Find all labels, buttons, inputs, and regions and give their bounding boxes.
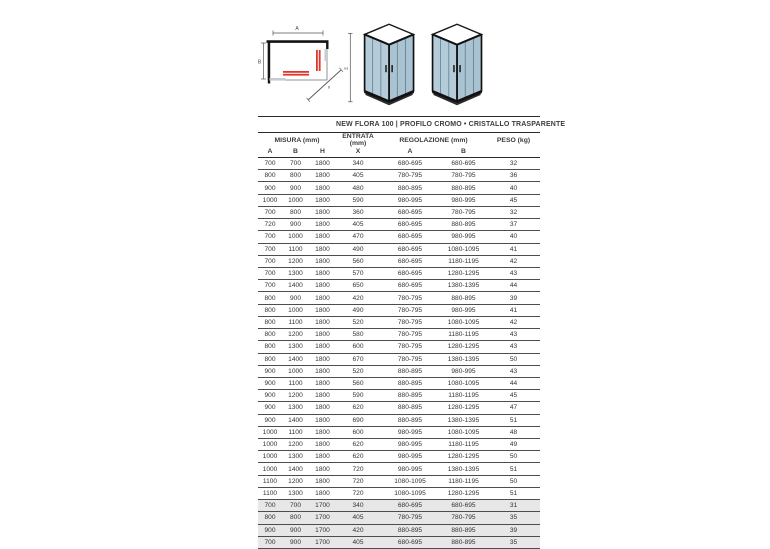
subheader-a: A bbox=[267, 148, 273, 155]
table-cell: 405 bbox=[352, 514, 364, 522]
table-cell: 1080-1095 bbox=[447, 380, 480, 388]
table-cell: 490 bbox=[352, 306, 364, 314]
table-cell: 650 bbox=[352, 282, 364, 290]
subheader-reg-b: B bbox=[461, 148, 466, 155]
table-cell: 1300 bbox=[288, 343, 303, 351]
table-cell: 700 bbox=[264, 538, 276, 546]
table-cell: 1800 bbox=[315, 294, 330, 302]
table-cell: 980-995 bbox=[451, 367, 476, 375]
table-cell: 1000 bbox=[262, 453, 278, 461]
table-cell: 1280-1295 bbox=[447, 270, 480, 278]
table-cell: 42 bbox=[509, 257, 518, 265]
table-cell: 900 bbox=[264, 392, 276, 400]
table-cell: 1800 bbox=[315, 221, 330, 229]
table-cell: 50 bbox=[509, 453, 518, 461]
table-cell: 600 bbox=[352, 428, 364, 436]
table-cell: 780-795 bbox=[397, 343, 423, 351]
table-cell: 800 bbox=[264, 318, 276, 326]
table-cell: 1200 bbox=[288, 392, 303, 400]
table-cell: 800 bbox=[264, 294, 276, 302]
table-cell: 980-995 bbox=[397, 196, 423, 204]
table-cell: 1800 bbox=[315, 208, 330, 216]
table-cell: 900 bbox=[289, 221, 301, 229]
table-cell: 1080-1095 bbox=[394, 490, 426, 498]
table-cell: 980-995 bbox=[451, 196, 476, 204]
table-row bbox=[258, 317, 540, 329]
table-row bbox=[258, 341, 540, 353]
table-cell: 32 bbox=[509, 160, 518, 168]
table-cell: 900 bbox=[289, 538, 301, 546]
table-cell: 780-795 bbox=[451, 514, 476, 522]
table-cell: 620 bbox=[352, 441, 364, 449]
table-cell: 800 bbox=[289, 514, 301, 522]
table-cell: 780-795 bbox=[451, 172, 476, 180]
table-row bbox=[258, 366, 540, 378]
table-cell: 1800 bbox=[315, 416, 330, 424]
table-cell: 47 bbox=[509, 404, 518, 412]
table-cell: 900 bbox=[289, 294, 301, 302]
table-cell: 620 bbox=[352, 453, 364, 461]
table-cell: 31 bbox=[509, 502, 518, 510]
table-cell: 620 bbox=[352, 404, 364, 412]
table-cell: 780-795 bbox=[397, 294, 423, 302]
table-cell: 51 bbox=[509, 490, 518, 498]
table-cell: 680-695 bbox=[451, 502, 476, 510]
table-cell: 1800 bbox=[315, 404, 330, 412]
table-cell: 880-895 bbox=[397, 184, 423, 192]
table-cell: 680-695 bbox=[397, 208, 423, 216]
table-cell: 50 bbox=[509, 477, 518, 485]
table-cell: 35 bbox=[509, 514, 518, 522]
table-cell: 1000 bbox=[262, 465, 278, 473]
table-cell: 780-795 bbox=[451, 208, 476, 216]
table-cell: 1280-1295 bbox=[447, 343, 480, 351]
table-row bbox=[258, 512, 540, 524]
table-cell: 1180-1195 bbox=[448, 441, 479, 449]
table-cell: 1300 bbox=[288, 404, 303, 412]
table-cell: 700 bbox=[264, 270, 276, 278]
table-row bbox=[258, 390, 540, 402]
subheader-reg-a: A bbox=[407, 148, 413, 155]
table-cell: 680-695 bbox=[397, 538, 423, 546]
technical-diagrams bbox=[0, 0, 770, 116]
table-cell: 700 bbox=[264, 502, 276, 510]
table-cell: 680-695 bbox=[397, 257, 423, 265]
spec-table bbox=[258, 116, 566, 549]
table-row bbox=[258, 170, 540, 182]
table-cell: 40 bbox=[509, 184, 518, 192]
table-cell: 1700 bbox=[315, 538, 330, 546]
table-cell: 720 bbox=[352, 465, 364, 473]
table-cell: 900 bbox=[264, 526, 276, 534]
table-cell: 800 bbox=[264, 343, 276, 351]
table-cell: 880-895 bbox=[451, 221, 476, 229]
table-cell: 880-895 bbox=[397, 526, 423, 534]
table-group-header-row bbox=[258, 133, 540, 146]
table-cell: 43 bbox=[509, 367, 518, 375]
table-cell: 1100 bbox=[288, 380, 303, 388]
table-row bbox=[258, 415, 540, 427]
table-cell: 690 bbox=[352, 416, 364, 424]
table-cell: 490 bbox=[352, 245, 364, 253]
table-cell: 340 bbox=[352, 502, 364, 510]
table-cell: 800 bbox=[264, 172, 276, 180]
table-cell: 44 bbox=[509, 282, 518, 290]
table-cell: 43 bbox=[509, 331, 518, 339]
table-cell: 36 bbox=[509, 172, 518, 180]
table-cell: 900 bbox=[264, 367, 276, 375]
table-title-row bbox=[258, 116, 566, 133]
table-cell: 1800 bbox=[315, 160, 330, 168]
table-cell: 1200 bbox=[288, 441, 303, 449]
table-cell: 780-795 bbox=[397, 355, 423, 363]
table-row bbox=[258, 427, 540, 439]
table-row bbox=[258, 488, 540, 500]
table-cell: 1800 bbox=[315, 343, 330, 351]
table-row bbox=[258, 329, 540, 341]
table-cell: 880-895 bbox=[451, 526, 476, 534]
table-cell: 800 bbox=[289, 172, 301, 180]
table-row bbox=[258, 500, 540, 512]
table-row bbox=[258, 451, 540, 463]
plan-door-horizontal-1 bbox=[283, 71, 309, 73]
table-cell: 700 bbox=[264, 245, 276, 253]
table-row bbox=[258, 354, 540, 366]
table-cell: 405 bbox=[352, 221, 364, 229]
table-cell: 1800 bbox=[315, 270, 330, 278]
table-cell: 780-795 bbox=[397, 318, 423, 326]
table-cell: 700 bbox=[289, 160, 301, 168]
table-cell: 1080-1095 bbox=[394, 477, 426, 485]
table-cell: 1380-1395 bbox=[447, 282, 480, 290]
table-cell: 1800 bbox=[315, 367, 330, 375]
table-row bbox=[258, 463, 540, 475]
column-group-regolazione: REGOLAZIONE (mm) bbox=[399, 136, 468, 144]
table-cell: 980-995 bbox=[451, 306, 476, 314]
table-cell: 340 bbox=[352, 160, 364, 168]
table-cell: 1100 bbox=[288, 428, 303, 436]
dim-label-h: H bbox=[344, 66, 348, 72]
table-cell: 1280-1295 bbox=[447, 453, 480, 461]
table-cell: 1100 bbox=[288, 245, 303, 253]
table-cell: 1800 bbox=[315, 392, 330, 400]
table-cell: 1180-1195 bbox=[448, 331, 479, 339]
table-cell: 35 bbox=[509, 538, 518, 546]
table-cell: 45 bbox=[509, 196, 518, 204]
table-cell: 800 bbox=[264, 306, 276, 314]
table-cell: 700 bbox=[264, 233, 276, 241]
subheader-h: H bbox=[320, 148, 325, 155]
table-cell: 1300 bbox=[288, 453, 303, 461]
table-cell: 1080-1095 bbox=[447, 318, 480, 326]
table-cell: 580 bbox=[352, 331, 364, 339]
table-cell: 1800 bbox=[315, 245, 330, 253]
subheader-b: B bbox=[293, 148, 298, 155]
table-cell: 700 bbox=[264, 160, 276, 168]
table-cell: 900 bbox=[264, 380, 276, 388]
table-cell: 680-695 bbox=[397, 282, 423, 290]
table-cell: 1280-1295 bbox=[447, 490, 480, 498]
table-row bbox=[258, 182, 540, 194]
dim-label-x: x bbox=[327, 84, 331, 90]
table-cell: 780-795 bbox=[397, 514, 423, 522]
table-cell: 980-995 bbox=[451, 233, 476, 241]
table-cell: 780-795 bbox=[397, 172, 423, 180]
table-cell: 800 bbox=[264, 331, 276, 339]
table-cell: 1180-1195 bbox=[448, 257, 479, 265]
table-cell: 680-695 bbox=[397, 270, 423, 278]
shower-box-illustration bbox=[433, 24, 482, 104]
table-cell: 1380-1395 bbox=[447, 465, 480, 473]
table-cell: 700 bbox=[289, 502, 301, 510]
table-cell: 1200 bbox=[288, 257, 303, 265]
table-cell: 1800 bbox=[315, 453, 330, 461]
table-row bbox=[258, 280, 540, 292]
table-cell: 42 bbox=[509, 318, 518, 326]
table-cell: 600 bbox=[352, 343, 364, 351]
table-cell: 1800 bbox=[315, 184, 330, 192]
table-cell: 520 bbox=[352, 367, 364, 375]
table-cell: 1800 bbox=[315, 196, 330, 204]
table-cell: 900 bbox=[264, 404, 276, 412]
table-cell: 405 bbox=[352, 172, 364, 180]
table-row bbox=[258, 476, 540, 488]
table-row bbox=[258, 207, 540, 219]
table-cell: 405 bbox=[352, 538, 364, 546]
table-cell: 1400 bbox=[288, 416, 303, 424]
table-row bbox=[258, 195, 540, 207]
table-cell: 1100 bbox=[262, 477, 278, 485]
table-cell: 1180-1195 bbox=[448, 392, 479, 400]
table-cell: 1180-1195 bbox=[448, 477, 479, 485]
table-cell: 43 bbox=[509, 343, 518, 351]
iso-view-right bbox=[420, 12, 492, 114]
table-body bbox=[258, 158, 540, 549]
table-cell: 880-895 bbox=[451, 184, 476, 192]
table-row bbox=[258, 402, 540, 414]
table-cell: 1000 bbox=[288, 196, 303, 204]
table-cell: 880-895 bbox=[451, 294, 476, 302]
table-cell: 560 bbox=[352, 380, 364, 388]
table-cell: 1300 bbox=[288, 490, 303, 498]
shower-box-illustration bbox=[365, 24, 414, 104]
table-cell: 700 bbox=[264, 208, 276, 216]
table-cell: 1800 bbox=[315, 172, 330, 180]
table-cell: 900 bbox=[289, 526, 301, 534]
column-group-peso: PESO (kg) bbox=[496, 136, 531, 144]
table-cell: 1800 bbox=[315, 465, 330, 473]
table-cell: 39 bbox=[509, 294, 518, 302]
table-cell: 880-895 bbox=[397, 416, 423, 424]
table-cell: 1200 bbox=[288, 331, 303, 339]
table-cell: 680-695 bbox=[397, 245, 423, 253]
table-cell: 720 bbox=[352, 490, 364, 498]
table-cell: 1400 bbox=[288, 355, 303, 363]
table-cell: 700 bbox=[264, 257, 276, 265]
table-cell: 1000 bbox=[288, 367, 303, 375]
plan-right-fixed-panel bbox=[325, 49, 328, 61]
subheader-x: X bbox=[355, 148, 361, 155]
table-cell: 1800 bbox=[315, 331, 330, 339]
table-row bbox=[258, 244, 540, 256]
table-cell: 980-995 bbox=[397, 428, 423, 436]
table-cell: 780-795 bbox=[397, 306, 423, 314]
table-cell: 51 bbox=[509, 416, 518, 424]
table-cell: 900 bbox=[264, 184, 276, 192]
table-row bbox=[258, 231, 540, 243]
table-cell: 1400 bbox=[288, 465, 303, 473]
table-row bbox=[258, 525, 540, 537]
table-cell: 1000 bbox=[288, 233, 303, 241]
table-cell: 1800 bbox=[315, 318, 330, 326]
table-cell: 44 bbox=[509, 380, 518, 388]
table-cell: 1380-1395 bbox=[447, 355, 480, 363]
table-cell: 1700 bbox=[315, 514, 330, 522]
table-cell: 50 bbox=[509, 355, 518, 363]
table-cell: 1000 bbox=[262, 196, 278, 204]
table-cell: 570 bbox=[352, 270, 364, 278]
table-row bbox=[258, 256, 540, 268]
table-cell: 680-695 bbox=[397, 233, 423, 241]
table-cell: 980-995 bbox=[397, 465, 423, 473]
table-cell: 590 bbox=[352, 196, 364, 204]
table-cell: 680-695 bbox=[397, 502, 423, 510]
table-cell: 1700 bbox=[315, 502, 330, 510]
table-cell: 670 bbox=[352, 355, 364, 363]
table-cell: 1000 bbox=[262, 441, 278, 449]
table-cell: 41 bbox=[509, 245, 518, 253]
plan-door-horizontal-2 bbox=[283, 74, 309, 76]
table-cell: 1080-1095 bbox=[447, 245, 480, 253]
table-cell: 360 bbox=[352, 208, 364, 216]
table-cell: 680-695 bbox=[397, 221, 423, 229]
table-cell: 1400 bbox=[288, 282, 303, 290]
table-cell: 800 bbox=[264, 514, 276, 522]
plan-door-vertical-1 bbox=[316, 50, 318, 71]
table-cell: 420 bbox=[352, 526, 364, 534]
table-cell: 1800 bbox=[315, 477, 330, 485]
table-cell: 39 bbox=[509, 526, 518, 534]
table-cell: 880-895 bbox=[397, 367, 423, 375]
table-cell: 1080-1095 bbox=[447, 428, 480, 436]
table-cell: 880-895 bbox=[451, 538, 476, 546]
table-cell: 1800 bbox=[315, 490, 330, 498]
column-group-entrata: ENTRATA (mm) bbox=[342, 133, 374, 147]
table-cell: 1200 bbox=[288, 477, 303, 485]
table-cell: 1800 bbox=[315, 306, 330, 314]
table-row bbox=[258, 268, 540, 280]
table-cell: 590 bbox=[352, 392, 364, 400]
table-cell: 980-995 bbox=[397, 453, 423, 461]
table-cell: 900 bbox=[289, 184, 301, 192]
table-cell: 1800 bbox=[315, 428, 330, 436]
table-cell: 560 bbox=[352, 257, 364, 265]
table-cell: 1000 bbox=[262, 428, 278, 436]
table-cell: 470 bbox=[352, 233, 364, 241]
table-cell: 48 bbox=[509, 428, 518, 436]
table-subheader-row bbox=[258, 146, 540, 158]
table-cell: 1300 bbox=[288, 270, 303, 278]
table-cell: 680-695 bbox=[451, 160, 476, 168]
dim-label-b: B bbox=[257, 59, 262, 66]
table-row bbox=[258, 537, 540, 549]
table-title: NEW FLORA 100 | PROFILO CROMO • CRISTALLO TRASPARENTE bbox=[336, 121, 566, 128]
table-row bbox=[258, 292, 540, 304]
table-cell: 1800 bbox=[315, 355, 330, 363]
dim-label-a: A bbox=[295, 26, 299, 32]
table-cell: 700 bbox=[264, 282, 276, 290]
column-group-misura: MISURA (mm) bbox=[274, 136, 320, 144]
table-cell: 41 bbox=[509, 306, 518, 314]
table-row bbox=[258, 305, 540, 317]
table-cell: 1380-1395 bbox=[447, 416, 480, 424]
table-cell: 480 bbox=[352, 184, 364, 192]
table-cell: 900 bbox=[264, 416, 276, 424]
table-cell: 680-695 bbox=[397, 160, 423, 168]
table-cell: 51 bbox=[509, 465, 518, 473]
table-cell: 980-995 bbox=[397, 441, 423, 449]
table-cell: 520 bbox=[352, 318, 364, 326]
table-cell: 43 bbox=[509, 270, 518, 278]
table-cell: 1800 bbox=[315, 282, 330, 290]
table-row bbox=[258, 378, 540, 390]
table-cell: 880-895 bbox=[397, 404, 423, 412]
table-cell: 1100 bbox=[288, 318, 303, 326]
table-cell: 49 bbox=[509, 441, 518, 449]
table-row bbox=[258, 439, 540, 451]
table-cell: 1280-1295 bbox=[447, 404, 480, 412]
table-cell: 880-895 bbox=[397, 392, 423, 400]
table-row bbox=[258, 158, 540, 170]
table-cell: 1800 bbox=[315, 441, 330, 449]
table-cell: 37 bbox=[509, 221, 518, 229]
table-cell: 800 bbox=[264, 355, 276, 363]
table-cell: 1000 bbox=[288, 306, 303, 314]
table-cell: 1800 bbox=[315, 380, 330, 388]
table-cell: 1700 bbox=[315, 526, 330, 534]
table-cell: 880-895 bbox=[397, 380, 423, 388]
table-row bbox=[258, 219, 540, 231]
plan-door-vertical-2 bbox=[319, 50, 321, 71]
table-cell: 420 bbox=[352, 294, 364, 302]
table-cell: 780-795 bbox=[397, 331, 423, 339]
table-cell: 1800 bbox=[315, 257, 330, 265]
table-cell: 1100 bbox=[262, 490, 278, 498]
table-cell: 45 bbox=[509, 392, 518, 400]
table-cell: 720 bbox=[264, 221, 276, 229]
table-cell: 32 bbox=[509, 208, 518, 216]
plan-bottom-fixed-panel bbox=[270, 78, 286, 81]
table-cell: 800 bbox=[289, 208, 301, 216]
iso-view-left bbox=[344, 12, 428, 114]
table-cell: 40 bbox=[509, 233, 518, 241]
table-cell: 720 bbox=[352, 477, 364, 485]
table-cell: 1800 bbox=[315, 233, 330, 241]
